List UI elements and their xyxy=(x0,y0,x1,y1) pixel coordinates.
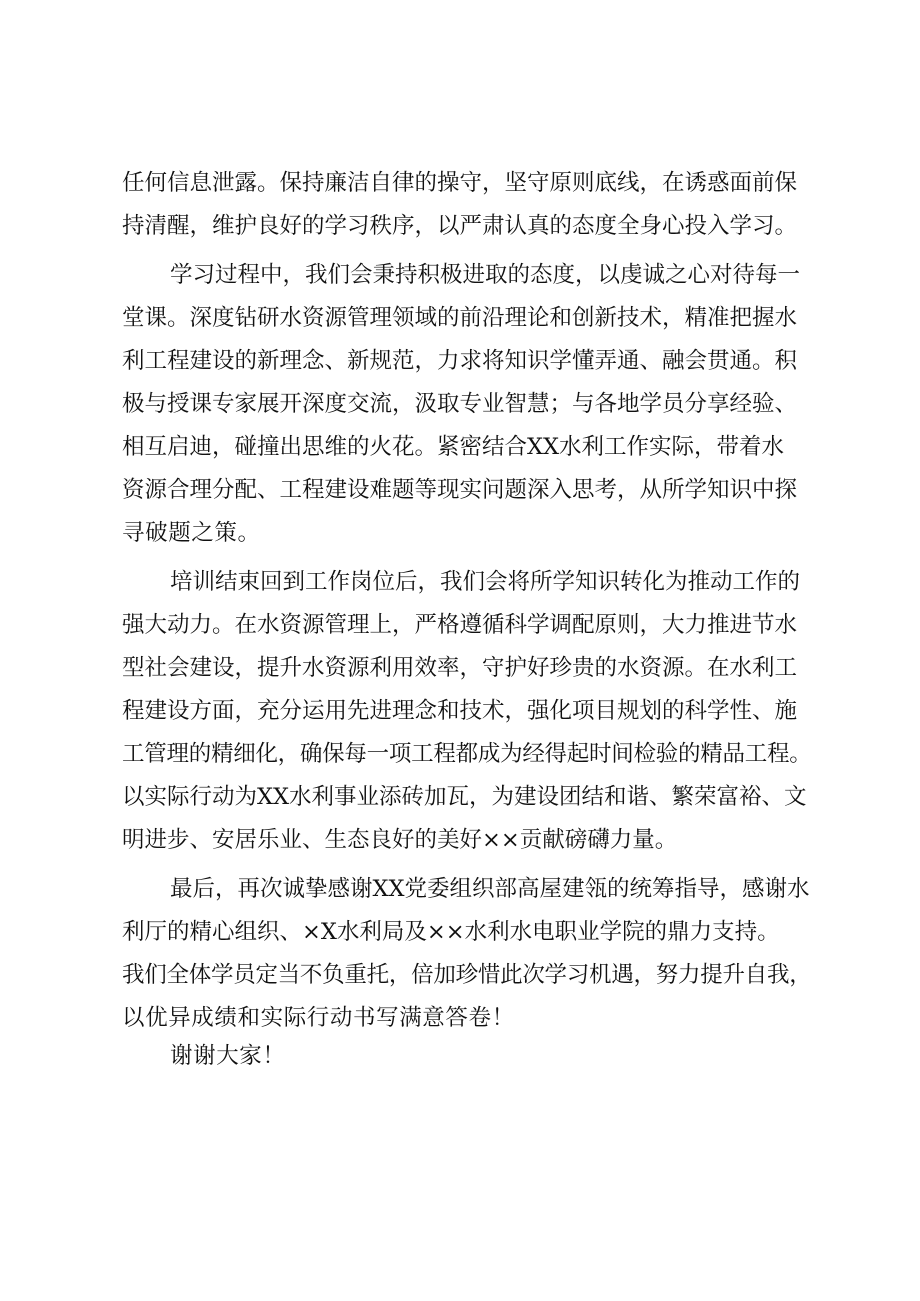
text-line: 利工程建设的新理念、新规范，力求将知识学懂弄通、融会贯通。积 xyxy=(122,348,798,374)
paragraph-first-line: 最后，再次诚挚感谢XX党委组织部高屋建瓴的统筹指导，感谢水 xyxy=(170,876,810,902)
paragraph-first-line: 培训结束回到工作岗位后，我们会将所学知识转化为推动工作的 xyxy=(170,569,801,595)
text-line: 我们全体学员定当不负重托，倍加珍惜此次学习机遇，努力提升自我， xyxy=(122,962,812,988)
text-line: 以优异成绩和实际行动书写满意答卷！ xyxy=(122,1005,515,1031)
text-line: 极与授课专家展开深度交流，汲取专业智慧；与各地学员分享经验、 xyxy=(122,391,798,417)
text-line: 利厅的精心组织、×X水利局及××水利水电职业学院的鼎力支持。 xyxy=(122,919,780,945)
closing-line: 谢谢大家！ xyxy=(170,1043,286,1069)
text-line: 以实际行动为XX水利事业添砖加瓦，为建设团结和谐、繁荣富裕、文 xyxy=(122,784,807,810)
text-line: 堂课。深度钻研水资源管理领域的前沿理论和创新技术，精准把握水 xyxy=(122,305,798,331)
paragraph-first-line: 学习过程中，我们会秉持积极进取的态度，以虔诚之心对待每一 xyxy=(170,262,801,288)
text-line: 寻破题之策。 xyxy=(122,520,261,546)
text-line: 程建设方面，充分运用先进理念和技术，强化项目规划的科学性、施 xyxy=(122,698,798,724)
text-line: 工管理的精细化，确保每一项工程都成为经得起时间检验的精品工程。 xyxy=(122,741,812,767)
text-line: 资源合理分配、工程建设难题等现实问题深入思考，从所学知识中探 xyxy=(122,477,798,503)
text-line: 明进步、安居乐业、生态良好的美好××贡献磅礴力量。 xyxy=(122,827,678,853)
text-line: 强大动力。在水资源管理上，严格遵循科学调配原则，大力推进节水 xyxy=(122,612,798,638)
text-line: 相互启迪，碰撞出思维的火花。紧密结合XX水利工作实际，带着水 xyxy=(122,434,785,460)
text-line: 持清醒，维护良好的学习秩序，以严肃认真的态度全身心投入学习。 xyxy=(122,213,798,239)
text-line: 任何信息泄露。保持廉洁自律的操守，坚守原则底线，在诱惑面前保 xyxy=(122,170,798,196)
text-line: 型社会建设，提升水资源利用效率，守护好珍贵的水资源。在水利工 xyxy=(122,655,798,681)
